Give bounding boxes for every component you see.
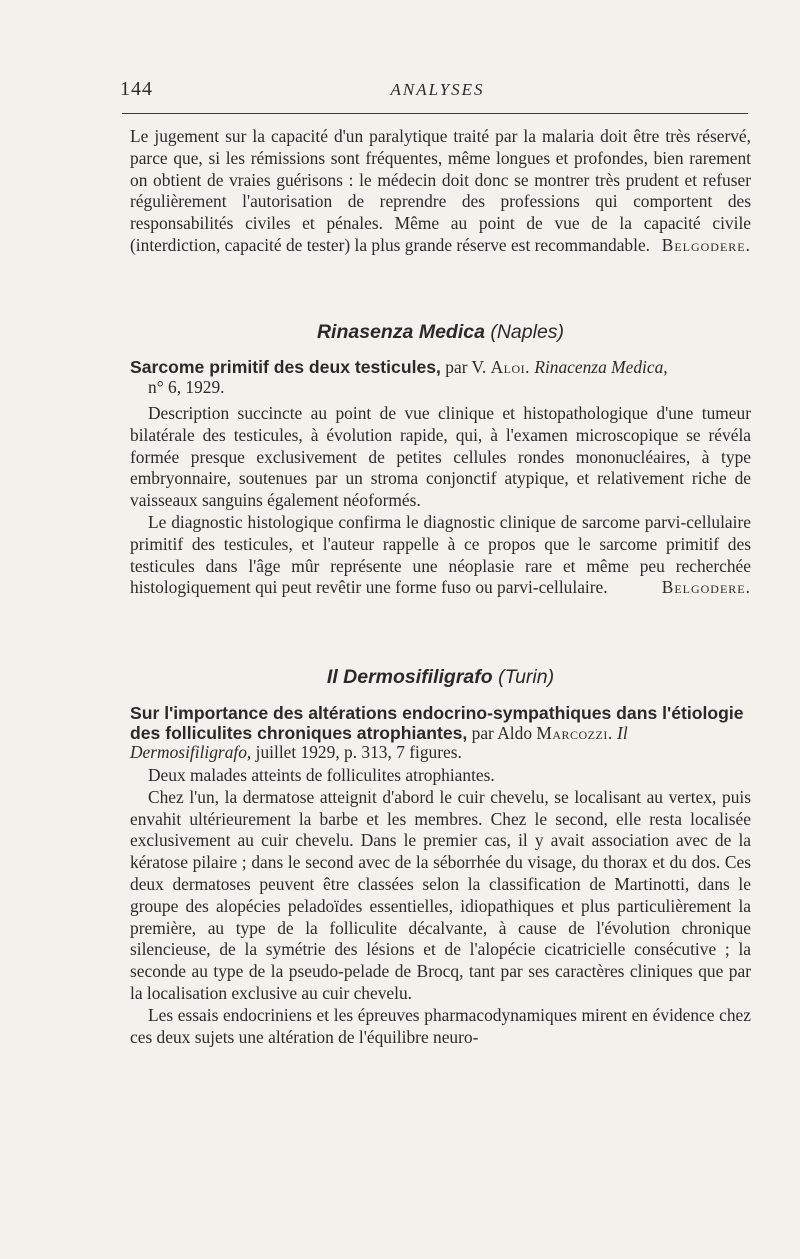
article-author: Aloi. — [490, 357, 530, 377]
article-citation-sarcome: Sarcome primitif des deux testicules, par V. Aloi. Rinacenza Medica, n° 6, 1929. — [130, 358, 751, 397]
source-journal: Il Dermosifiligrafo, — [130, 722, 628, 762]
section1-paragraph-2: Le diagnostic histologique confirma le diagnostic clinique de sarcome parvi-cellulaire primitif des testicules, et l'auteur rappelle à ce propos que le sarcome primitif des testicules dans l'âge mûr représente une néoplasie rare et même peu recherchée histologiquement qui peut revêtir une forme fuso ou parvi-cellulaire. Belgodere. — [130, 511, 751, 598]
section2-body — [130, 765, 751, 1048]
journal-heading-rinasenza — [130, 321, 751, 344]
page-number: 144 — [120, 78, 153, 100]
page-header — [120, 78, 755, 104]
section2-paragraph-2: Chez l'un, la dermatose atteignit d'abord le cuir chevelu, se localisant au vertex, puis envahit ultérieurement la barbe et les membres. Chez le second, elle resta localisée exclusivement au cuir chevelu. Dans le premier cas, il y avait association avec de la kératose pilaire ; dans le second avec de la séborrhée du visage, du thorax et du dos. Ces deux dermatoses peuvent être classées selon la classification de Martinotti, dans le groupe des alopécies peladoïdes essentielles, idiopathiques et plus particulièrement la première, au type de la folliculite décalvante, à cause de l'évolution chronique silencieuse, de la symétrie des lésions et de l'alopécie cicatricielle consécutive ; la seconde au type de la pseudo-pelade de Brocq, tant par ses caractères cliniques que par la localisation exclusive au cuir chevelu. — [130, 786, 751, 1003]
article-author: Marcozzi. — [536, 722, 613, 743]
intro-review — [130, 126, 751, 257]
journal-heading-dermosifiligrafo — [130, 666, 751, 689]
journal-name: Rinasenza Medica — [316, 321, 485, 343]
section1-body — [130, 403, 751, 599]
article-citation: n° 6, 1929. — [148, 376, 225, 397]
article-citation: juillet 1929, p. 313, 7 figures. — [255, 742, 462, 762]
section2-paragraph-1: Deux malades atteints de folliculites atrophiantes. — [148, 765, 495, 785]
article-title: Sarcome primitif des deux testicules, — [130, 357, 441, 377]
reviewer-signature: Belgodere. — [661, 234, 751, 255]
header-rule — [122, 113, 748, 114]
section1-paragraph-1: Description succincte au point de vue clinique et histopathologique d'une tumeur bilatérale des testicules, à évolution rapide, qui, à l'examen microscopique se révéla formée presque exclusivement de petites cellules rondes mononucléaires, à type embryonnaire, soutenues par un stroma conjonctif atypique, et relativement riche de vaisseaux sanguins également néoformés. — [130, 403, 751, 511]
reviewer-signature: Belgodere. — [661, 577, 751, 598]
journal-city: (Naples) — [490, 321, 565, 343]
journal-name: Il Dermosifiligrafo — [326, 666, 493, 688]
journal-city: (Turin) — [498, 666, 555, 688]
section2-paragraph-3: Les essais endocriniens et les épreuves pharmacodynamiques mirent en évidence chez ces deux sujets une altération de l'équilibre neuro- — [130, 1004, 751, 1047]
article-citation-folliculites: Sur l'importance des altérations endocrino-sympathiques dans l'étiologie des folliculites chroniques atrophiantes, par Aldo Marcozzi. Il Dermosifiligrafo, juillet 1929, p. 313, 7 figures. — [130, 703, 744, 762]
source-journal: Rinacenza Medica, — [534, 357, 668, 377]
article-title: Sur l'importance des altérations endocrino-sympathiques dans l'étiologie des folliculites chroniques atrophiantes, — [130, 703, 744, 743]
intro-review-paragraph: Le jugement sur la capacité d'un paralytique traité par la malaria doit être très réservé, parce que, si les rémissions sont fréquentes, même longues et profondes, bien rarement on obtient de vraies guérisons : le médecin doit donc se montrer très prudent et refuser régulièrement l'autorisation de reprendre des professions qui comportent des responsabilités civiles et pénales. Même au point de vue de la capacité civile (interdiction, capacité de tester) la plus grande réserve est recommandable. Belgodere. — [130, 126, 751, 255]
running-head: ANALYSES — [390, 80, 485, 99]
